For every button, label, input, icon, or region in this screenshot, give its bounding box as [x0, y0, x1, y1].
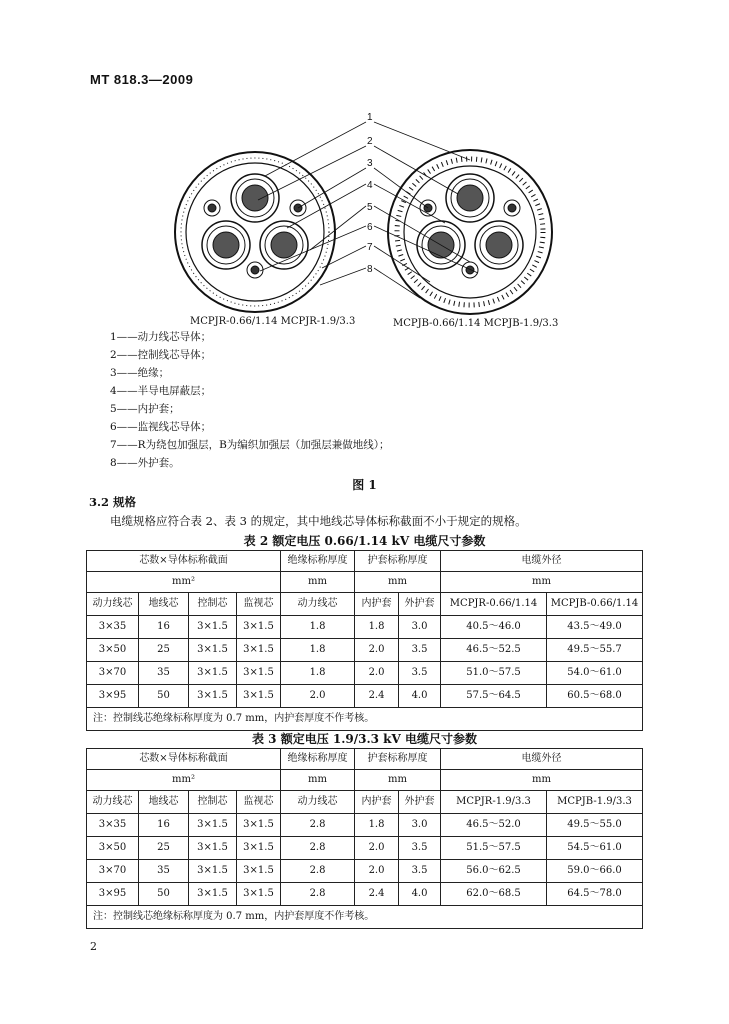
table-cell: 2.0 — [355, 860, 399, 883]
table-cell: 1.8 — [281, 639, 355, 662]
table-cell: 51.5～57.5 — [441, 837, 547, 860]
table2-subheader-row — [87, 593, 643, 616]
table-cell: 4.0 — [399, 685, 441, 708]
legend-item-7: 7——R为绕包加强层，B为编织加强层（加强层兼做地线）； — [110, 439, 390, 451]
legend-item-8: 8——外护套。 — [110, 457, 180, 469]
table-cell: 49.5～55.7 — [547, 639, 643, 662]
table-cell: 16 — [139, 616, 189, 639]
table2-group-header-row — [87, 551, 643, 572]
table-cell: 35 — [139, 860, 189, 883]
table2-subheader: 动力线芯 — [87, 593, 139, 616]
table-row — [87, 883, 643, 906]
table-cell: 50 — [139, 685, 189, 708]
table3-subheader-row — [87, 791, 643, 814]
table3-subheader: 内护套 — [355, 791, 399, 814]
callout-8: 8 — [367, 264, 373, 275]
table2-caption: 表 2 额定电压 0.66/1.14 kV 电缆尺寸参数 — [243, 534, 486, 548]
table-cell: 4.0 — [399, 883, 441, 906]
table2-header-insulation: 绝缘标称厚度 — [281, 551, 355, 572]
right-cable-section — [388, 150, 552, 314]
table-cell: 3×50 — [87, 639, 139, 662]
table-cell: 3×70 — [87, 662, 139, 685]
table-cell: 2.0 — [355, 639, 399, 662]
table3-subheader: MCPJR-1.9/3.3 — [441, 791, 547, 814]
table-cell: 3×1.5 — [189, 860, 237, 883]
table3-subheader: 动力线芯 — [281, 791, 355, 814]
table-cell: 2.8 — [281, 883, 355, 906]
table-cell: 54.5～61.0 — [547, 837, 643, 860]
figure-title: 图 1 — [352, 478, 377, 492]
table-cell: 3×1.5 — [237, 662, 281, 685]
table2-header-sheath: 护套标称厚度 — [355, 551, 441, 572]
table-row — [87, 860, 643, 883]
table-cell: 3×1.5 — [189, 814, 237, 837]
table2-subheader: 地线芯 — [139, 593, 189, 616]
table-cell: 2.4 — [355, 685, 399, 708]
table-cell: 3.5 — [399, 662, 441, 685]
callout-4: 4 — [367, 180, 373, 191]
table2-unit: mm² — [87, 572, 281, 593]
table-cell: 43.5～49.0 — [547, 616, 643, 639]
table-cell: 3×35 — [87, 814, 139, 837]
table2-subheader: 监视芯 — [237, 593, 281, 616]
table-cell: 60.5～68.0 — [547, 685, 643, 708]
table3-note-row — [87, 906, 643, 929]
table-cell: 3×1.5 — [237, 814, 281, 837]
legend-item-1: 1——动力线芯导体； — [110, 331, 212, 343]
table-cell: 62.0～68.5 — [441, 883, 547, 906]
table2-header-diameter: 电缆外径 — [441, 551, 643, 572]
table2-subheader: MCPJR-0.66/1.14 — [441, 593, 547, 616]
table2-subheader: MCPJB-0.66/1.14 — [547, 593, 643, 616]
table-cell: 1.8 — [355, 616, 399, 639]
table2 — [86, 550, 643, 731]
table3-header-diameter: 电缆外径 — [441, 749, 643, 770]
table3-unit: mm — [281, 770, 355, 791]
table3-subheader: 动力线芯 — [87, 791, 139, 814]
table-cell: 1.8 — [355, 814, 399, 837]
table-cell: 3×1.5 — [237, 837, 281, 860]
table-cell: 3×70 — [87, 860, 139, 883]
table3-subheader: 外护套 — [399, 791, 441, 814]
table-cell: 3×1.5 — [237, 685, 281, 708]
right-figure-caption: MCPJB-0.66/1.14 MCPJB-1.9/3.3 — [393, 318, 559, 329]
table-cell: 3×1.5 — [189, 883, 237, 906]
table-cell: 35 — [139, 662, 189, 685]
page-number: 2 — [90, 940, 97, 953]
table-row — [87, 616, 643, 639]
legend-item-6: 6——监视线芯导体； — [110, 421, 212, 433]
cable-cross-section-figure — [170, 110, 570, 330]
table3-header-sheath: 护套标称厚度 — [355, 749, 441, 770]
table3-note: 注：控制线芯绝缘标称厚度为 0.7 mm，内护套厚度不作考核。 — [87, 906, 643, 929]
table-cell: 59.0～66.0 — [547, 860, 643, 883]
table2-header-cross-section: 芯数×导体标称截面 — [87, 551, 281, 572]
table3-subheader: MCPJB-1.9/3.3 — [547, 791, 643, 814]
table-row — [87, 837, 643, 860]
table3-group-header-row — [87, 749, 643, 770]
table3-unit: mm² — [87, 770, 281, 791]
section-heading: 3.2 规格 — [89, 495, 137, 509]
table-cell: 3.0 — [399, 814, 441, 837]
table-cell: 3×1.5 — [189, 685, 237, 708]
table-cell: 3×1.5 — [189, 639, 237, 662]
table-cell: 1.8 — [281, 616, 355, 639]
table-cell: 3×1.5 — [237, 883, 281, 906]
table-cell: 3.5 — [399, 860, 441, 883]
left-figure-caption: MCPJR-0.66/1.14 MCPJR-1.9/3.3 — [190, 316, 356, 327]
table-cell: 25 — [139, 639, 189, 662]
table-cell: 3.5 — [399, 837, 441, 860]
table-cell: 3×35 — [87, 616, 139, 639]
table-cell: 64.5～78.0 — [547, 883, 643, 906]
table-cell: 2.8 — [281, 814, 355, 837]
table-row — [87, 662, 643, 685]
legend-item-4: 4——半导电屏蔽层； — [110, 385, 212, 397]
table-cell: 1.8 — [281, 662, 355, 685]
table-cell: 46.5～52.0 — [441, 814, 547, 837]
table-cell: 3×1.5 — [237, 616, 281, 639]
callout-6: 6 — [367, 222, 373, 233]
table3-subheader: 控制芯 — [189, 791, 237, 814]
table-cell: 3×1.5 — [189, 837, 237, 860]
table-cell: 2.0 — [355, 662, 399, 685]
table2-subheader: 内护套 — [355, 593, 399, 616]
left-cable-section — [175, 152, 335, 312]
table2-unit-row — [87, 572, 643, 593]
table-cell: 2.0 — [355, 837, 399, 860]
table-cell: 2.0 — [281, 685, 355, 708]
table-cell: 40.5～46.0 — [441, 616, 547, 639]
callout-3: 3 — [367, 158, 373, 169]
table-cell: 54.0～61.0 — [547, 662, 643, 685]
table-cell: 25 — [139, 837, 189, 860]
callout-1: 1 — [367, 112, 373, 123]
legend-item-3: 3——绝缘； — [110, 367, 170, 379]
table2-unit: mm — [441, 572, 643, 593]
callout-5: 5 — [367, 202, 373, 213]
table3-header-insulation: 绝缘标称厚度 — [281, 749, 355, 770]
table-cell: 3×50 — [87, 837, 139, 860]
table-cell: 2.4 — [355, 883, 399, 906]
callout-7: 7 — [367, 242, 373, 253]
table-cell: 2.8 — [281, 837, 355, 860]
standard-number: MT 818.3—2009 — [90, 72, 194, 87]
table-cell: 49.5～55.0 — [547, 814, 643, 837]
table-cell: 3×1.5 — [237, 639, 281, 662]
table3-caption: 表 3 额定电压 1.9/3.3 kV 电缆尺寸参数 — [251, 732, 477, 746]
table-cell: 3×1.5 — [189, 662, 237, 685]
table-cell: 3×1.5 — [237, 860, 281, 883]
table-cell: 57.5～64.5 — [441, 685, 547, 708]
table2-note-row — [87, 708, 643, 731]
legend-item-2: 2——控制线芯导体； — [110, 349, 212, 361]
table2-note: 注：控制线芯绝缘标称厚度为 0.7 mm，内护套厚度不作考核。 — [87, 708, 643, 731]
table3-unit-row — [87, 770, 643, 791]
table-cell: 3.0 — [399, 616, 441, 639]
table-row — [87, 685, 643, 708]
table3 — [86, 748, 643, 929]
legend-item-5: 5——内护套； — [110, 403, 180, 415]
table-cell: 50 — [139, 883, 189, 906]
table-row — [87, 639, 643, 662]
table-cell: 46.5～52.5 — [441, 639, 547, 662]
table-cell: 56.0～62.5 — [441, 860, 547, 883]
table-cell: 3×1.5 — [189, 616, 237, 639]
table-cell: 2.8 — [281, 860, 355, 883]
table-cell: 3.5 — [399, 639, 441, 662]
table3-header-cross-section: 芯数×导体标称截面 — [87, 749, 281, 770]
table2-subheader: 动力线芯 — [281, 593, 355, 616]
section-paragraph: 电缆规格应符合表 2、表 3 的规定，其中地线芯导体标称截面不小于规定的规格。 — [110, 514, 527, 528]
callout-2: 2 — [367, 136, 373, 147]
table-cell: 3×95 — [87, 883, 139, 906]
table2-unit: mm — [355, 572, 441, 593]
table-row — [87, 814, 643, 837]
table2-subheader: 外护套 — [399, 593, 441, 616]
table3-unit: mm — [441, 770, 643, 791]
table3-subheader: 地线芯 — [139, 791, 189, 814]
table-cell: 3×95 — [87, 685, 139, 708]
table-cell: 16 — [139, 814, 189, 837]
table3-subheader: 监视芯 — [237, 791, 281, 814]
table-cell: 51.0～57.5 — [441, 662, 547, 685]
table3-unit: mm — [355, 770, 441, 791]
table2-subheader: 控制芯 — [189, 593, 237, 616]
table2-unit: mm — [281, 572, 355, 593]
